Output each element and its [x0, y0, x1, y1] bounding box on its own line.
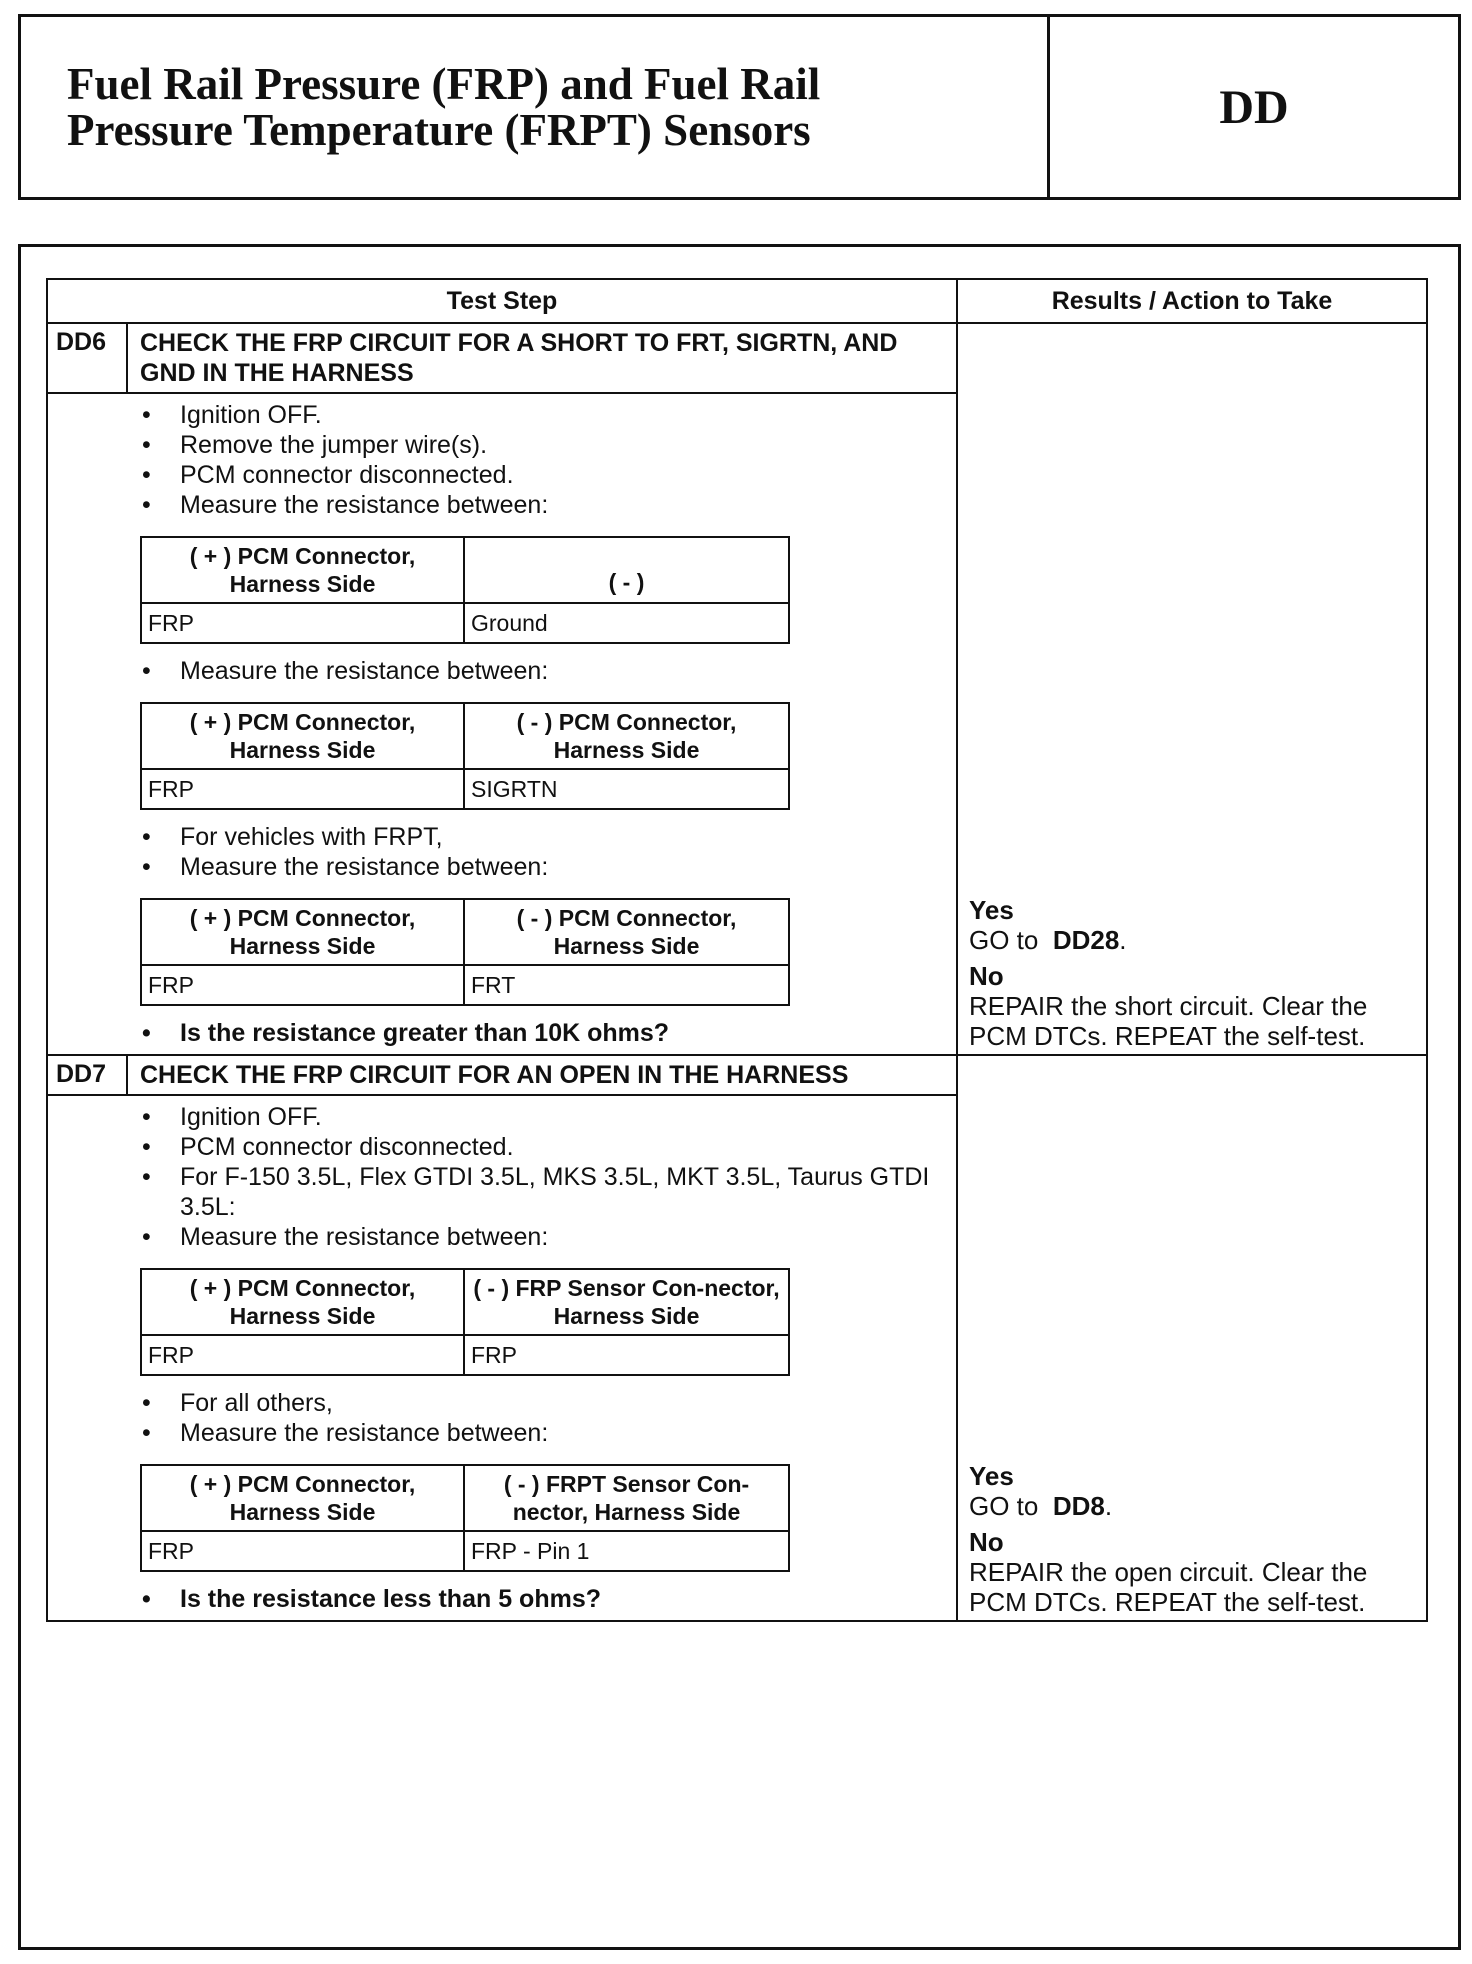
bullet-list: [140, 656, 946, 686]
measurement-data-row: [142, 602, 788, 642]
measurement-data-row: [142, 964, 788, 1004]
measurement-table: [140, 1464, 790, 1572]
header-test-step: Test Step: [48, 280, 958, 322]
test-question: • Is the resistance less than 5 ohms?: [140, 1584, 946, 1614]
bullet-list: [140, 822, 946, 882]
list-item: • Ignition OFF.: [140, 1102, 946, 1132]
title-line-2: Pressure Temperature (FRPT) Sensors: [67, 105, 811, 155]
negative-lead-value: FRT: [471, 972, 516, 998]
step-id: DD6: [48, 324, 128, 392]
negative-lead-header: ( - ) FRP Sensor Con-nector, Harness Side: [473, 1275, 780, 1329]
table-header: [48, 280, 1426, 324]
no-action: REPAIR the short circuit. Clear the PCM DTCs. REPEAT the self-test.: [969, 991, 1368, 1051]
list-item: • PCM connector disconnected.: [140, 460, 946, 490]
list-item: • Measure the resistance between:: [140, 1222, 946, 1252]
step-dd7-results: [958, 1056, 1426, 1620]
no-label: No: [969, 961, 1004, 991]
negative-lead-value: FRP: [471, 1342, 517, 1368]
list-item: • Remove the jumper wire(s).: [140, 430, 946, 460]
step-dd6-body: [48, 394, 956, 1054]
measurement-table: [140, 1268, 790, 1376]
list-item: • Measure the resistance between:: [140, 490, 946, 520]
positive-lead-value: FRP: [142, 1336, 465, 1374]
list-item: • For vehicles with FRPT,: [140, 822, 946, 852]
positive-lead-value: FRP: [142, 966, 465, 1004]
negative-lead-header: ( - ) PCM Connector, Harness Side: [516, 905, 737, 959]
positive-lead-header: ( + ) PCM Connector, Harness Side: [142, 538, 465, 602]
no-action: REPAIR the open circuit. Clear the PCM DTCs. REPEAT the self-test.: [969, 1557, 1368, 1617]
title-block: [18, 14, 1461, 200]
yes-target-link[interactable]: DD28: [1052, 925, 1120, 955]
yes-action-prefix: GO to: [969, 925, 1039, 955]
measurement-data-row: [142, 1334, 788, 1374]
test-question: • Is the resistance greater than 10K ohms?: [140, 1018, 946, 1048]
step-dd6-results: [958, 324, 1426, 1054]
list-item: • For all others,: [140, 1388, 946, 1418]
positive-lead-header: ( + ) PCM Connector, Harness Side: [142, 1270, 465, 1334]
yes-target-link[interactable]: DD8: [1052, 1491, 1105, 1521]
negative-lead-header: ( - ) PCM Connector, Harness Side: [516, 709, 737, 763]
step-title: CHECK THE FRP CIRCUIT FOR A SHORT TO FRT, SIGRTN, AND GND IN THE HARNESS: [140, 329, 898, 387]
step-dd7-body: [48, 1096, 956, 1620]
bullet-list: [140, 1584, 946, 1614]
measurement-table: [140, 898, 790, 1006]
list-item: • Ignition OFF.: [140, 400, 946, 430]
yes-action-prefix: GO to: [969, 1491, 1039, 1521]
list-item: • Measure the resistance between:: [140, 1418, 946, 1448]
step-title: CHECK THE FRP CIRCUIT FOR AN OPEN IN THE HARNESS: [140, 1061, 849, 1089]
step-id: DD7: [48, 1056, 128, 1094]
measurement-header-row: [142, 900, 788, 964]
measurement-data-row: [142, 768, 788, 808]
header-results: Results / Action to Take: [1051, 286, 1333, 315]
negative-lead-value: Ground: [471, 610, 548, 636]
measurement-header-row: [142, 538, 788, 602]
section-code: DD: [1219, 80, 1289, 134]
step-dd6-test: [48, 324, 958, 1054]
list-item: • For F-150 3.5L, Flex GTDI 3.5L, MKS 3.5L, MKT 3.5L, Taurus GTDI 3.5L:: [140, 1162, 946, 1222]
positive-lead-value: FRP: [142, 770, 465, 808]
list-item: • PCM connector disconnected.: [140, 1132, 946, 1162]
positive-lead-value: FRP: [142, 1532, 465, 1570]
measurement-header-row: [142, 1466, 788, 1530]
measurement-table: [140, 702, 790, 810]
no-label: No: [969, 1527, 1004, 1557]
positive-lead-header: ( + ) PCM Connector, Harness Side: [142, 900, 465, 964]
measurement-header-row: [142, 704, 788, 768]
bullet-list: [140, 400, 946, 520]
yes-action: GO to DD8.: [969, 1491, 1113, 1521]
positive-lead-header: ( + ) PCM Connector, Harness Side: [142, 704, 465, 768]
positive-lead-header: ( + ) PCM Connector, Harness Side: [142, 1466, 465, 1530]
step-dd6: [48, 324, 1426, 1056]
yes-label: Yes: [969, 895, 1014, 925]
measurement-header-row: [142, 1270, 788, 1334]
step-dd6-header: [48, 324, 956, 394]
step-dd7-header: [48, 1056, 956, 1096]
measurement-table: [140, 536, 790, 644]
negative-lead-value: SIGRTN: [471, 776, 558, 802]
test-step-table: [46, 278, 1428, 1622]
yes-label: Yes: [969, 1461, 1014, 1491]
negative-lead-value: FRP - Pin 1: [471, 1538, 590, 1564]
list-item: • Measure the resistance between:: [140, 656, 946, 686]
step-dd7: [48, 1056, 1426, 1620]
title-line-1: Fuel Rail Pressure (FRP) and Fuel Rail: [67, 59, 821, 109]
yes-action: GO to DD28.: [969, 925, 1127, 955]
page-title: [67, 61, 1027, 153]
positive-lead-value: FRP: [142, 604, 465, 642]
negative-lead-header: ( - ): [608, 569, 645, 595]
bullet-list: [140, 1102, 946, 1252]
bullet-list: [140, 1018, 946, 1048]
measurement-data-row: [142, 1530, 788, 1570]
negative-lead-header: ( - ) FRPT Sensor Con-nector, Harness Side: [503, 1471, 750, 1525]
step-dd7-test: [48, 1056, 958, 1620]
list-item: • Measure the resistance between:: [140, 852, 946, 882]
bullet-list: [140, 1388, 946, 1448]
